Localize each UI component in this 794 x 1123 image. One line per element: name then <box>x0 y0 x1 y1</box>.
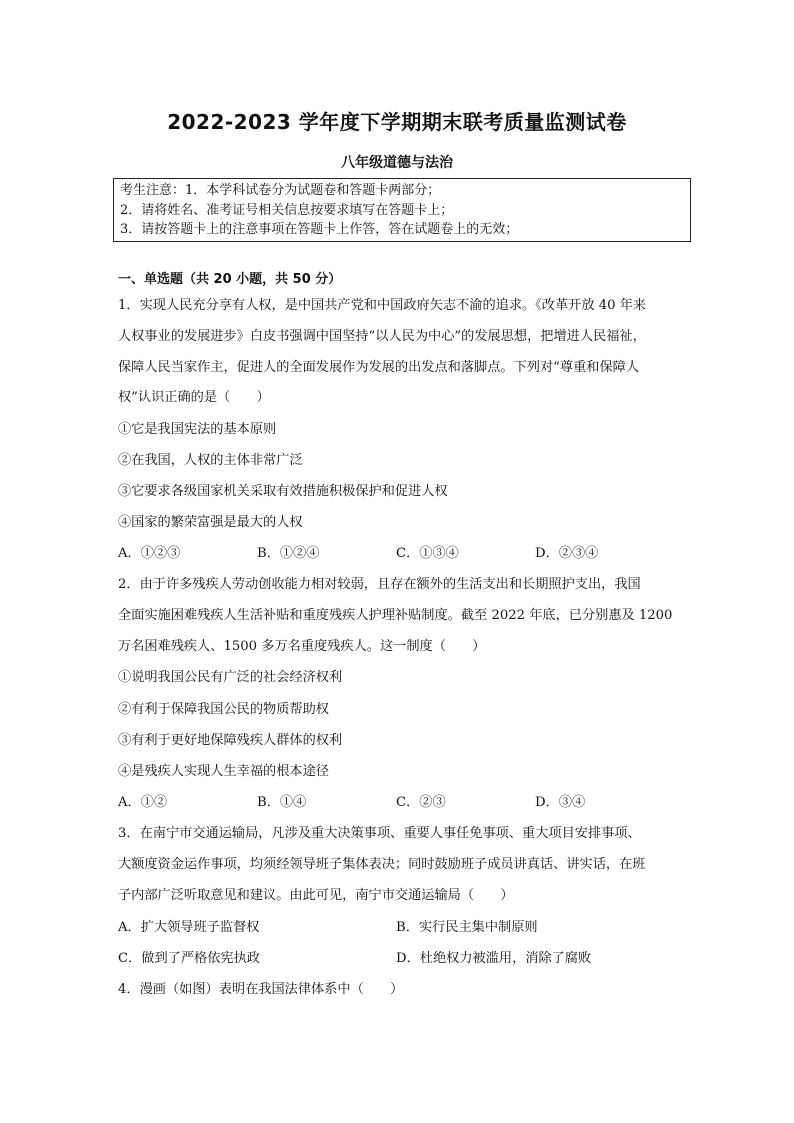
q3-option-b: B．实行民主集中制原则 <box>396 920 538 935</box>
q2-stem-line-3: 万名困难残疾人、1500 多万名重度残疾人。这一制度（ ） <box>118 639 486 654</box>
q2-statement-4: ④是残疾人实现人生幸福的根本途径 <box>118 764 329 779</box>
section-heading: 一、单选题（共 20 小题，共 50 分） <box>118 272 342 287</box>
q1-statement-1: ①它是我国宪法的基本原则 <box>118 422 277 437</box>
q1-statement-2: ②在我国，人权的主体非常广泛 <box>118 453 303 468</box>
q1-statement-3: ③它要求各级国家机关采取有效措施积极保护和促进人权 <box>118 484 448 499</box>
q2-statement-1: ①说明我国公民有广泛的社会经济权利 <box>118 670 343 685</box>
q2-option-d: D．③④ <box>535 795 586 810</box>
q1-stem-line-3: 保障人民当家作主，促进人的全面发展作为发展的出发点和落脚点。下列对“尊重和保障人 <box>118 360 640 375</box>
q2-statement-3: ③有利于更好地保障残疾人群体的权利 <box>118 733 343 748</box>
q1-option-a: A．①②③ <box>118 546 181 561</box>
notice-line-1: 考生注意：1．本学科试卷分为试题卷和答题卡两部分； <box>120 183 441 198</box>
q1-stem-line-4: 权”认识正确的是（ ） <box>118 390 270 405</box>
q3-option-a: A．扩大领导班子监督权 <box>118 920 260 935</box>
q1-statement-4: ④国家的繁荣富强是最大的人权 <box>118 515 303 530</box>
q1-option-d: D．②③④ <box>535 546 599 561</box>
q2-option-a: A．①② <box>118 795 168 810</box>
q1-stem-line-2: 人权事业的发展进步》白皮书强调中国坚持“以人民为中心”的发展思想，把增进人民福祉， <box>118 329 646 344</box>
q3-option-d: D．杜绝权力被滥用，消除了腐败 <box>396 951 592 966</box>
candidate-notice-box <box>113 178 691 242</box>
q2-stem-line-1: 2．由于许多残疾人劳动创收能力相对较弱，且存在额外的生活支出和长期照护支出，我国 <box>118 577 641 592</box>
q2-option-c: C．②③ <box>396 795 446 810</box>
q4-stem-line-1: 4．漫画（如图）表明在我国法律体系中（ ） <box>118 982 404 997</box>
exam-title: 2022-2023 学年度下学期期末联考质量监测试卷 <box>167 110 627 134</box>
q3-stem-line-2: 大额度资金运作事项，均须经领导班子集体表决；同时鼓励班子成员讲真话、讲实话，在班 <box>118 857 646 872</box>
q3-stem-line-3: 子内部广泛听取意见和建议。由此可见，南宁市交通运输局（ ） <box>118 888 514 903</box>
q1-option-b: B．①②④ <box>257 546 320 561</box>
notice-line-2: 2．请将姓名、准考证号相关信息按要求填写在答题卡上； <box>120 202 454 218</box>
notice-line-3: 3．请按答题卡上的注意事项在答题卡上作答，答在试题卷上的无效； <box>120 222 519 237</box>
q2-option-b: B．①④ <box>257 795 307 810</box>
exam-subject: 八年级道德与法治 <box>341 155 453 171</box>
q3-option-c: C．做到了严格依宪执政 <box>118 951 260 966</box>
q2-statement-2: ②有利于保障我国公民的物质帮助权 <box>118 702 329 717</box>
q2-stem-line-2: 全面实施困难残疾人生活补贴和重度残疾人护理补贴制度。截至 2022 年底，已分别惠及 1200 <box>118 608 673 623</box>
q3-stem-line-1: 3．在南宁市交通运输局，凡涉及重大决策事项、重要人事任免事项、重大项目安排事项、 <box>118 826 641 841</box>
q1-stem-line-1: 1．实现人民充分享有人权，是中国共产党和中国政府矢志不渝的追求。《改革开放 40 年来 <box>118 298 647 313</box>
q1-option-c: C．①③④ <box>396 546 459 561</box>
